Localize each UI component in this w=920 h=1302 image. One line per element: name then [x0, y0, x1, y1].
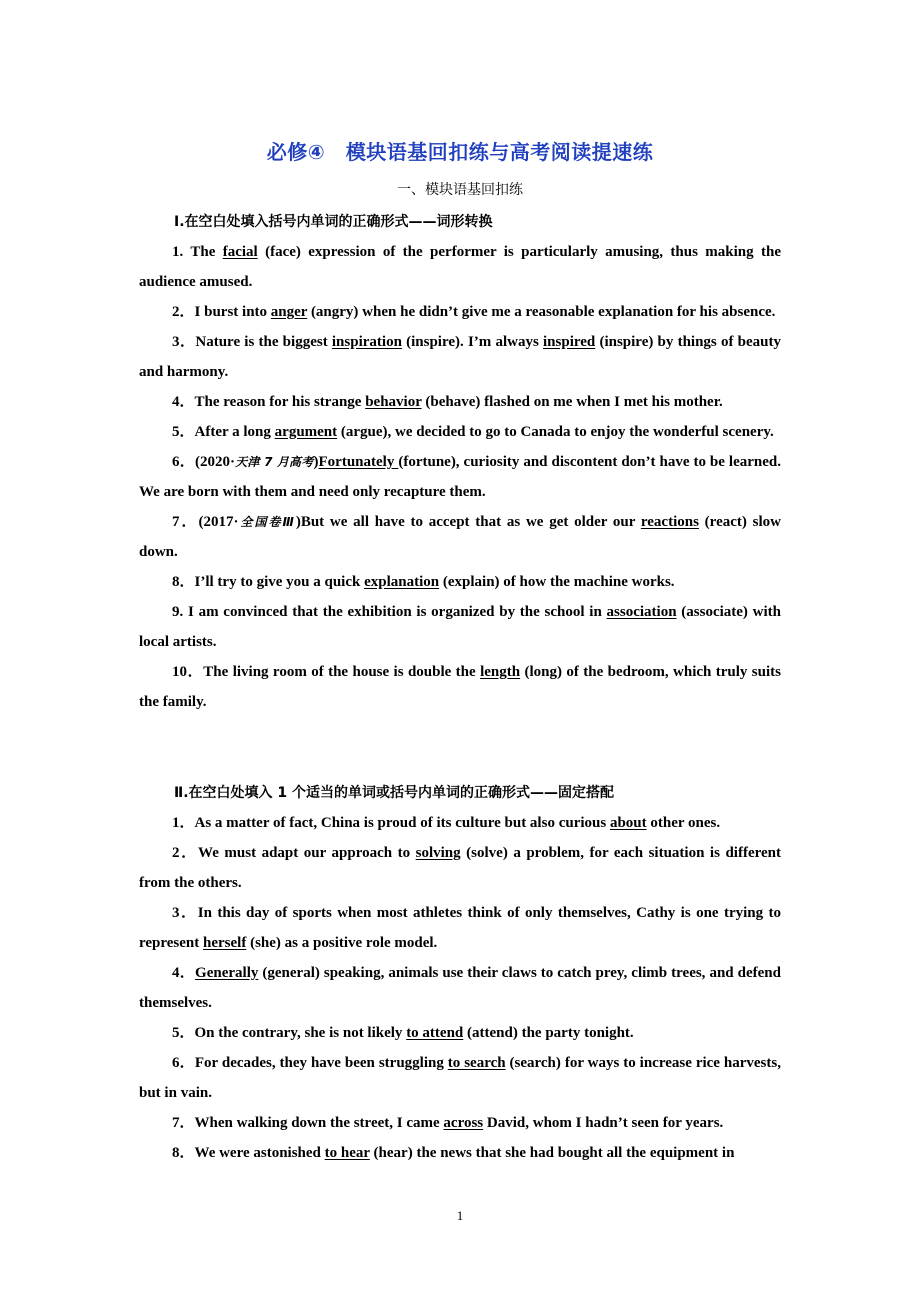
answer: explanation — [364, 574, 440, 590]
question-item: 5．After a long argument (argue), we decided to go to Canada to enjoy the wonderful scenery. — [172, 424, 774, 440]
section-subtitle: 一、模块语基回扣练 — [397, 182, 523, 198]
answer: to search — [447, 1055, 506, 1071]
answer: behavior — [365, 394, 422, 410]
question-item: 5．On the contrary, she is not likely to attend (attend) the party tonight. — [172, 1025, 634, 1041]
question-item: 4．Generally (general) speaking, animals use their claws to catch prey, climb trees, and defend themselves. — [139, 965, 781, 1011]
question-item: 6．For decades, they have been struggling to search (search) for ways to increase rice harvests, but in vain. — [139, 1055, 781, 1101]
exam-source: 全国卷Ⅲ — [238, 515, 296, 529]
question-item: 3．In this day of sports when most athletes think of only themselves, Cathy is one trying to represent herself (she) as a positive role model. — [139, 905, 781, 951]
question-item: 6．(2020·天津 7 月高考)Fortunately (fortune), curiosity and discontent don’t have to be learned. We are born with them and need only recapture them. — [139, 454, 781, 500]
answer: to attend — [406, 1025, 464, 1041]
answer: solving — [415, 845, 461, 861]
answer: facial — [222, 244, 258, 260]
answer: herself — [203, 935, 247, 951]
answer: argument — [274, 424, 338, 440]
answer: across — [443, 1115, 484, 1131]
question-item: 8．We were astonished to hear (hear) the news that she had bought all the equipment in — [172, 1145, 735, 1161]
question-item: 7．(2017·全国卷Ⅲ)But we all have to accept that as we get older our reactions (react) slow down. — [139, 514, 781, 560]
section-2-questions — [139, 808, 781, 1168]
section-1-questions — [139, 237, 781, 717]
answer: anger — [270, 304, 308, 320]
answer: inspiration — [331, 334, 402, 350]
question-item: 8．I’ll try to give you a quick explanation (explain) of how the machine works. — [172, 574, 675, 590]
answer: reactions — [640, 514, 699, 530]
answer: inspired — [543, 334, 596, 350]
question-item: 9. I am convinced that the exhibition is organized by the school in association (associate) with local artists. — [139, 604, 782, 650]
question-item: 2．We must adapt our approach to solving (solve) a problem, for each situation is different from the others. — [139, 845, 781, 891]
page-number: 1 — [456, 1208, 464, 1223]
question-item: 10．The living room of the house is double the length (long) of the bedroom, which truly suits the family. — [139, 664, 781, 710]
section-heading-2: Ⅱ.在空白处填入 1 个适当的单词或括号内单词的正确形式——固定搭配 — [174, 785, 615, 801]
question-item: 4．The reason for his strange behavior (behave) flashed on me when I met his mother. — [172, 394, 723, 410]
section-heading-1: Ⅰ.在空白处填入括号内单词的正确形式——词形转换 — [174, 214, 493, 230]
answer: association — [606, 604, 677, 620]
question-item: 2．I burst into anger (angry) when he didn’t give me a reasonable explanation for his absence. — [172, 304, 776, 320]
answer: Generally — [195, 965, 259, 981]
question-item: 1．As a matter of fact, China is proud of its culture but also curious about other ones. — [172, 815, 721, 831]
answer: to hear — [324, 1145, 370, 1161]
answer: about — [609, 815, 647, 831]
question-item: 3．Nature is the biggest inspiration (inspire). I’m always inspired (inspire) by things of beauty and harmony. — [139, 334, 781, 380]
exam-source: 天津 7 月高考 — [234, 455, 314, 469]
page-title: 必修④ 模块语基回扣练与高考阅读提速练 — [266, 140, 654, 164]
answer: Fortunately — [318, 454, 399, 470]
question-item: 7．When walking down the street, I came across David, whom I hadn’t seen for years. — [172, 1115, 724, 1131]
answer: length — [480, 664, 521, 680]
question-item: 1. The facial (face) expression of the performer is particularly amusing, thus making the audience amused. — [139, 244, 781, 290]
